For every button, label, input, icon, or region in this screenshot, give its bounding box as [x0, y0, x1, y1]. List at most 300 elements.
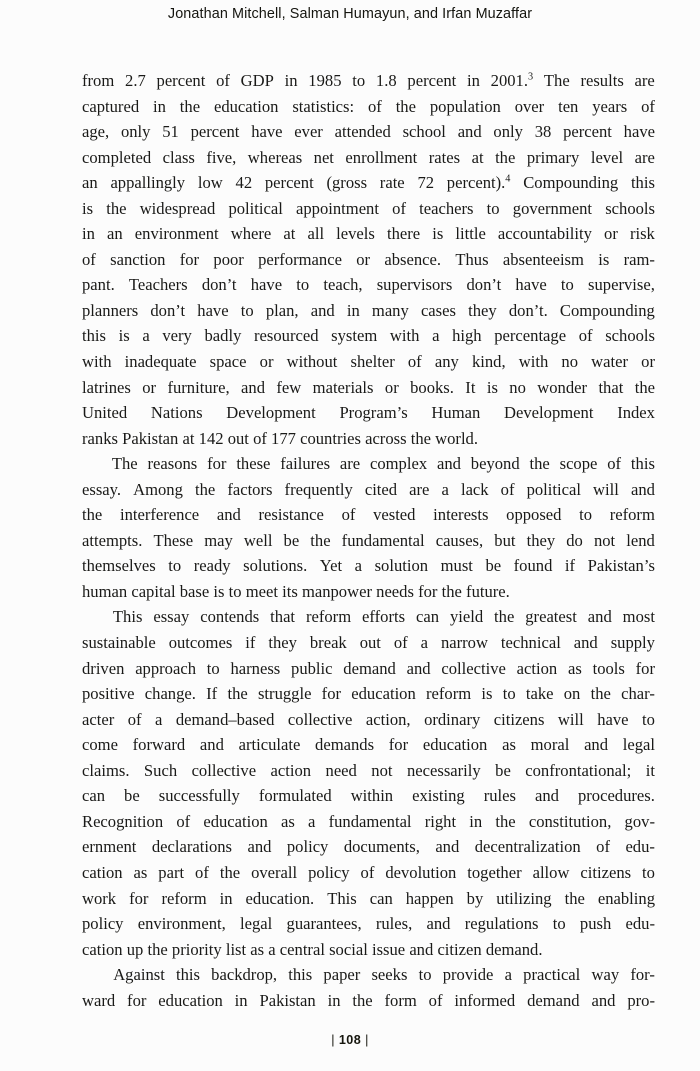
word: little	[455, 224, 486, 244]
footnote-marker[interactable]: 3	[528, 71, 534, 83]
word: and	[435, 837, 460, 857]
word: accountability	[497, 224, 592, 244]
word: few	[276, 377, 302, 397]
word: a	[268, 939, 276, 959]
word: kind,	[471, 352, 506, 372]
word: teachers	[419, 198, 474, 218]
word: education	[422, 735, 488, 755]
word: moral	[530, 735, 570, 755]
word: whereas	[247, 147, 303, 167]
word: low	[197, 173, 223, 193]
text-line	[82, 451, 655, 477]
text-line	[82, 272, 655, 298]
word: failures	[280, 454, 331, 474]
word: ready	[193, 556, 231, 576]
word: percentage	[494, 326, 567, 346]
word: no	[561, 352, 578, 372]
word: factors	[227, 479, 273, 499]
word: opposed	[506, 505, 562, 525]
word: but	[494, 530, 516, 550]
word: reasons	[147, 454, 198, 474]
word: if	[245, 633, 256, 653]
word: ten	[558, 96, 579, 116]
word: ever	[294, 122, 323, 142]
word: of	[127, 709, 142, 729]
word: the	[529, 454, 550, 474]
word: for	[388, 735, 409, 755]
word: supervise,	[588, 275, 655, 295]
word: net	[313, 147, 334, 167]
word: come	[82, 735, 118, 755]
word: these	[236, 454, 271, 474]
word: and	[426, 914, 451, 934]
word: resistance	[258, 505, 324, 525]
word: education	[351, 684, 416, 704]
word: and	[216, 505, 241, 525]
word: badly	[204, 326, 242, 346]
word: percent	[156, 71, 206, 90]
word: form	[384, 990, 417, 1010]
word: be	[485, 556, 502, 576]
word: can	[369, 888, 393, 908]
folio-number: 108	[338, 1033, 362, 1047]
word: a	[354, 556, 363, 576]
word: in	[284, 71, 298, 90]
text-line	[82, 477, 655, 503]
word: in	[153, 96, 166, 116]
word: materials	[312, 377, 374, 397]
word: narrow	[440, 633, 488, 653]
word: the	[564, 888, 585, 908]
word: demand.	[485, 939, 543, 959]
text-line	[82, 426, 655, 452]
word: 142	[198, 428, 224, 448]
word: many	[371, 300, 409, 320]
word: countries	[300, 428, 361, 448]
word: or	[142, 377, 157, 397]
word: in	[327, 990, 341, 1010]
word: risk	[629, 224, 655, 244]
word: citizen	[437, 939, 482, 959]
word: yield	[449, 607, 484, 627]
word: collective	[191, 760, 257, 780]
word: of	[216, 71, 230, 90]
word: not	[593, 530, 616, 550]
word: cases	[420, 300, 456, 320]
word: driven	[82, 658, 125, 678]
word: a	[142, 326, 150, 346]
word: the	[194, 479, 216, 499]
word: the	[82, 505, 103, 525]
word: with	[518, 352, 549, 372]
word: and	[436, 454, 461, 474]
word: have	[251, 122, 283, 142]
word: have	[250, 275, 283, 295]
word: lack	[460, 479, 489, 499]
word: gov-	[624, 811, 655, 831]
word: most	[622, 607, 655, 627]
word: education	[158, 990, 223, 1010]
text-line	[82, 94, 655, 120]
word: action	[270, 760, 312, 780]
word: with	[389, 326, 420, 346]
word: documents,	[343, 837, 420, 857]
word: population	[429, 96, 501, 116]
word: 1985	[308, 71, 342, 90]
word: for	[129, 888, 149, 908]
word: its	[282, 581, 298, 601]
word: out	[359, 633, 381, 653]
word: technical	[500, 633, 561, 653]
word: reform	[609, 505, 655, 525]
word: contends	[200, 607, 260, 627]
text-line	[82, 170, 655, 196]
text-line	[82, 553, 655, 579]
word: furniture,	[167, 377, 230, 397]
word: are	[339, 454, 361, 474]
footnote-marker[interactable]: 4	[505, 173, 511, 185]
word: schools	[605, 198, 655, 218]
word: on	[563, 684, 581, 704]
word: will	[557, 709, 584, 729]
word: supply	[610, 633, 655, 653]
word: and	[630, 479, 655, 499]
word: push	[579, 914, 612, 934]
word: Nations	[150, 403, 203, 423]
word: level	[590, 147, 624, 167]
text-line	[82, 579, 655, 605]
word: statistics:	[292, 96, 355, 116]
paragraph	[82, 451, 655, 604]
word: at	[182, 428, 195, 448]
word: United	[82, 403, 128, 423]
word: of	[176, 811, 191, 831]
word: confrontational;	[525, 760, 632, 780]
word: This	[327, 888, 357, 908]
word: interference	[119, 505, 200, 525]
word: can	[82, 786, 106, 806]
folio-left-rule: |	[331, 1033, 335, 1047]
word: a	[504, 965, 512, 985]
text-line	[82, 707, 655, 733]
word: appallingly	[110, 173, 186, 193]
word: and	[584, 735, 609, 755]
word: of	[578, 326, 593, 346]
word: all	[307, 224, 325, 244]
word: in	[82, 224, 95, 244]
word: education	[203, 811, 268, 831]
word: very	[162, 326, 192, 346]
word: poor	[213, 249, 244, 269]
text-line	[82, 528, 655, 554]
word: don’t	[466, 275, 502, 295]
word: this	[176, 965, 200, 985]
word: it	[645, 760, 655, 780]
word: this	[630, 173, 655, 193]
text-line	[82, 988, 655, 1014]
word: GDP	[240, 71, 274, 90]
word: appointment	[296, 198, 379, 218]
text-line	[82, 298, 655, 324]
word: It	[465, 377, 476, 397]
word: to	[168, 556, 182, 576]
word: right	[424, 811, 457, 831]
word: in	[346, 300, 360, 320]
word: Pakistan’s	[587, 556, 655, 576]
word: absence.	[384, 249, 442, 269]
word: capital	[131, 581, 176, 601]
word: they	[268, 633, 297, 653]
word: to	[352, 71, 366, 90]
word: future.	[466, 581, 510, 601]
word: and	[310, 300, 335, 320]
word: 2001.$^3$	[490, 71, 534, 90]
word: system	[331, 326, 378, 346]
word: for	[127, 990, 147, 1010]
word: at	[471, 147, 484, 167]
text-line	[82, 656, 655, 682]
word: edu-	[625, 914, 655, 934]
word: may	[204, 530, 233, 550]
text-line	[82, 119, 655, 145]
word: Pakistan	[259, 990, 316, 1010]
word: reform	[305, 607, 352, 627]
word: lend	[626, 530, 655, 550]
word: without	[286, 352, 338, 372]
word: or	[356, 249, 371, 269]
word: struggle	[257, 684, 312, 704]
word: list	[225, 939, 247, 959]
word: articulate	[238, 735, 301, 755]
word: they	[468, 300, 497, 320]
word: cation	[82, 862, 123, 882]
word: don’t.	[508, 300, 548, 320]
word: (gross	[326, 173, 368, 193]
word: in	[234, 990, 248, 1010]
word: books.	[410, 377, 454, 397]
word: constitution,	[528, 811, 612, 831]
text-line	[82, 247, 655, 273]
word: These	[153, 530, 194, 550]
word: char-	[621, 684, 655, 704]
text-line	[82, 630, 655, 656]
word: interests	[433, 505, 489, 525]
text-line	[82, 323, 655, 349]
word: cation	[82, 939, 123, 959]
word: action	[516, 658, 558, 678]
word: ward	[82, 990, 116, 1010]
word: any	[434, 352, 459, 372]
word: guarantees,	[286, 914, 362, 934]
word: attended	[334, 122, 391, 142]
word: of	[428, 990, 443, 1010]
word: forward	[132, 735, 186, 755]
word: wonder	[537, 377, 588, 397]
page-footer	[0, 1033, 700, 1047]
word: performance	[258, 249, 342, 269]
word: allow	[532, 862, 570, 882]
word: only	[120, 122, 151, 142]
word: as	[250, 939, 265, 959]
word: acter	[82, 709, 115, 729]
word: the	[634, 377, 655, 397]
word: years	[592, 96, 628, 116]
word: social	[329, 939, 368, 959]
word: positive	[82, 684, 135, 704]
text-line	[82, 860, 655, 886]
word: part	[158, 862, 185, 882]
word: of	[367, 96, 382, 116]
word: the	[590, 684, 611, 704]
word: practical	[523, 965, 581, 985]
word: devolution	[385, 862, 457, 882]
word: five,	[206, 147, 237, 167]
word: from	[82, 71, 115, 90]
word: that	[270, 607, 296, 627]
running-head: Jonathan Mitchell, Salman Humayun, and Irfan Muzaffar	[167, 6, 533, 22]
word: collective	[441, 658, 506, 678]
word: as	[567, 658, 582, 678]
word: 177	[271, 428, 296, 448]
word: decentralization	[474, 837, 581, 857]
paragraph	[82, 962, 655, 1013]
word: and	[406, 658, 431, 678]
word: vested	[373, 505, 416, 525]
word: is	[481, 684, 493, 704]
word: happen	[405, 888, 454, 908]
word: demand	[527, 990, 580, 1010]
text-line	[82, 937, 655, 963]
word: and	[247, 837, 272, 857]
word: there	[386, 224, 421, 244]
word: Index	[617, 403, 655, 423]
text-line	[82, 145, 655, 171]
word: teach,	[323, 275, 363, 295]
word: 1.8	[375, 71, 397, 90]
word: solution	[374, 556, 429, 576]
word: is	[432, 224, 444, 244]
word: beyond	[470, 454, 520, 474]
word: edu-	[625, 837, 655, 857]
word: to	[642, 862, 655, 882]
word: the	[410, 428, 431, 448]
word: backdrop,	[211, 965, 278, 985]
word: break	[309, 633, 347, 653]
word: and	[591, 990, 616, 1010]
text-line	[82, 681, 655, 707]
word: successfully	[158, 786, 240, 806]
paragraph	[82, 604, 655, 962]
word: within	[350, 786, 394, 806]
word: no	[509, 377, 526, 397]
word: demand–based	[175, 709, 275, 729]
word: this	[288, 965, 313, 985]
word: where	[230, 224, 272, 244]
word: found	[513, 556, 553, 576]
text-line	[82, 758, 655, 784]
word: have	[515, 275, 547, 295]
word: percent).$^4$	[446, 173, 511, 193]
word: across	[365, 428, 407, 448]
word: of	[393, 633, 408, 653]
word: 42	[235, 173, 253, 193]
word: This	[112, 607, 143, 627]
word: if	[564, 556, 576, 576]
word: don’t	[150, 300, 186, 320]
word: collective	[287, 709, 353, 729]
word: need	[325, 760, 357, 780]
text-line	[82, 911, 655, 937]
word: Development	[504, 403, 594, 423]
word: to	[552, 914, 566, 934]
word: informed	[454, 990, 516, 1010]
text-line	[82, 221, 655, 247]
word: for	[418, 581, 438, 601]
word: widespread	[139, 198, 216, 218]
word: or	[259, 352, 274, 372]
text-line	[82, 349, 655, 375]
word: be	[283, 530, 300, 550]
word: of	[253, 428, 267, 448]
word: fundamental	[328, 811, 412, 831]
word: to	[296, 275, 310, 295]
word: fundamental	[341, 530, 425, 550]
word: rules	[483, 786, 516, 806]
word: latrines	[82, 377, 131, 397]
word: priority	[171, 939, 222, 959]
word: Compounding	[559, 300, 655, 320]
word: can	[415, 607, 440, 627]
word: do	[566, 530, 583, 550]
word: or	[641, 352, 655, 372]
word: tools	[592, 658, 625, 678]
word: in	[466, 71, 480, 90]
word: are	[409, 479, 430, 499]
word: an	[107, 224, 123, 244]
word: Development	[226, 403, 316, 423]
word: education.	[245, 888, 315, 908]
word: that	[598, 377, 624, 397]
word: of	[500, 479, 515, 499]
word: solutions.	[243, 556, 308, 576]
word: rules,	[375, 914, 413, 934]
word: or	[604, 224, 618, 244]
word: be	[495, 760, 511, 780]
word: is	[486, 377, 498, 397]
word: of	[195, 862, 209, 882]
paragraph	[82, 68, 655, 451]
word: the	[106, 198, 127, 218]
word: education	[213, 96, 279, 116]
word: plan,	[265, 300, 299, 320]
word: ram-	[623, 249, 655, 269]
word: to	[206, 658, 220, 678]
word: Among	[133, 479, 183, 499]
word: enabling	[597, 888, 655, 908]
word: not	[371, 760, 393, 780]
word: and	[534, 786, 559, 806]
word: is	[82, 198, 94, 218]
word: of	[360, 862, 375, 882]
word: they	[526, 530, 556, 550]
word: shelter	[350, 352, 395, 372]
word: and	[409, 939, 434, 959]
word: is	[213, 581, 225, 601]
word: the	[227, 684, 248, 704]
word: by	[466, 888, 484, 908]
word: must	[440, 556, 473, 576]
text-line	[82, 502, 655, 528]
